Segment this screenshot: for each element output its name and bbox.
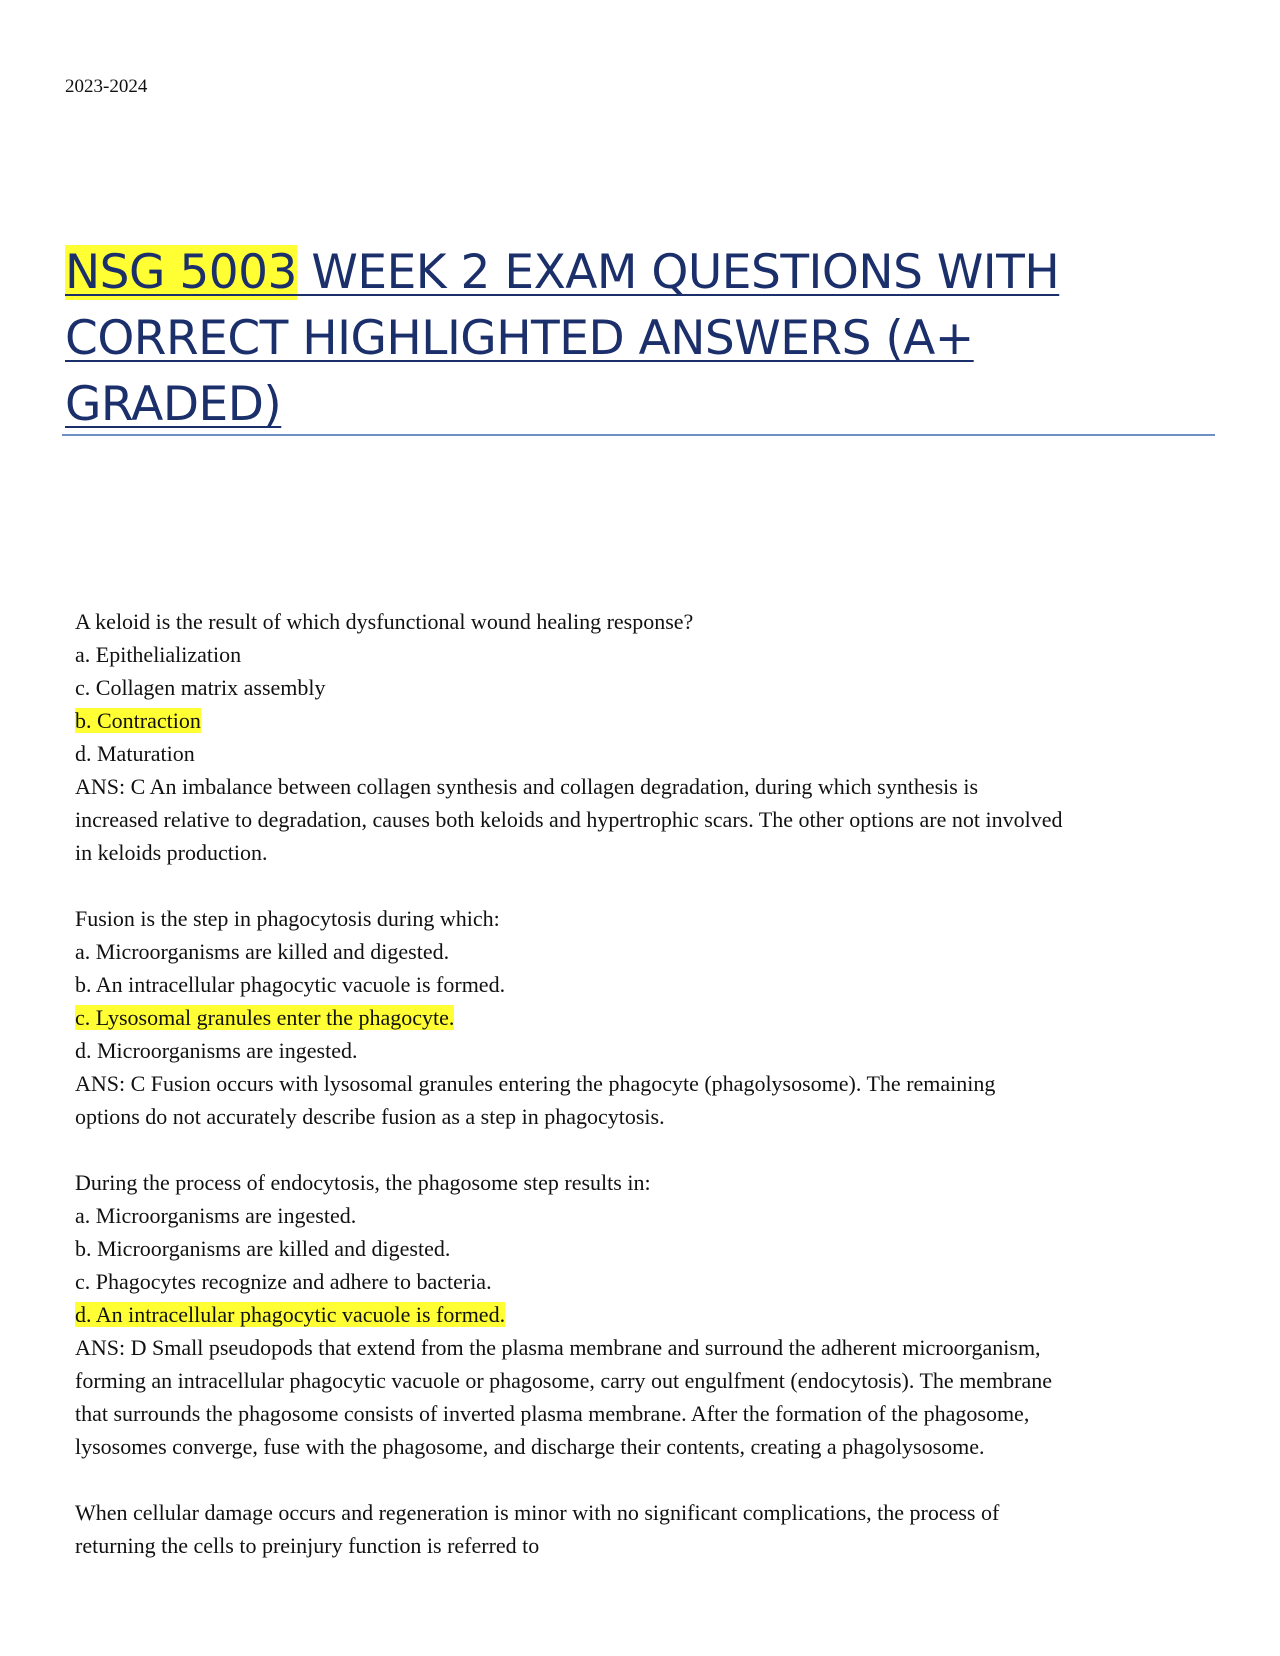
answer-line: ANS: D Small pseudopods that extend from the plasma membrane and surround the adherent microorganism, bbox=[75, 1335, 1041, 1360]
highlighted-correct-option: d. An intracellular phagocytic vacuole is formed. bbox=[75, 1302, 506, 1327]
option: c. Phagocytes recognize and adhere to bacteria. bbox=[75, 1269, 492, 1294]
option: d. Microorganisms are ingested. bbox=[75, 1038, 358, 1063]
title-divider bbox=[62, 434, 1215, 436]
question-4 bbox=[75, 1496, 1215, 1562]
option: a. Microorganisms are ingested. bbox=[75, 1203, 357, 1228]
answer-line: in keloids production. bbox=[75, 840, 268, 865]
option: a. Epithelialization bbox=[75, 642, 242, 667]
option: c. Collagen matrix assembly bbox=[75, 675, 326, 700]
question-2 bbox=[75, 902, 1215, 1133]
title-line-2: CORRECT HIGHLIGHTED ANSWERS (A+ bbox=[65, 311, 974, 366]
document-year: 2023-2024 bbox=[65, 76, 148, 97]
question-3 bbox=[75, 1166, 1215, 1463]
highlighted-correct-option: b. Contraction bbox=[75, 708, 201, 733]
answer-line: ANS: C Fusion occurs with lysosomal granules entering the phagocyte (phagolysosome). The remaining bbox=[75, 1071, 996, 1096]
option: b. Microorganisms are killed and digested. bbox=[75, 1236, 451, 1261]
question-stem: Fusion is the step in phagocytosis during which: bbox=[75, 906, 500, 931]
answer-line: lysosomes converge, fuse with the phagosome, and discharge their contents, creating a phagolysosome. bbox=[75, 1434, 985, 1459]
option: d. Maturation bbox=[75, 741, 195, 766]
title-line-3: GRADED) bbox=[65, 377, 282, 432]
answer-line: forming an intracellular phagocytic vacuole or phagosome, carry out engulfment (endocytosis). The membrane bbox=[75, 1368, 1053, 1393]
option: b. An intracellular phagocytic vacuole is formed. bbox=[75, 972, 506, 997]
answer-line: increased relative to degradation, causes both keloids and hypertrophic scars. The other options are not involved bbox=[75, 807, 1063, 832]
question-1 bbox=[75, 605, 1215, 869]
course-code-highlight: NSG 5003 bbox=[65, 245, 297, 300]
questions-content bbox=[75, 605, 1215, 1595]
highlighted-correct-option: c. Lysosomal granules enter the phagocyte. bbox=[75, 1005, 455, 1030]
answer-line: ANS: C An imbalance between collagen synthesis and collagen degradation, during which synthesis is bbox=[75, 774, 979, 799]
title-line-1: WEEK 2 EXAM QUESTIONS WITH bbox=[296, 245, 1060, 300]
question-stem: A keloid is the result of which dysfunctional wound healing response? bbox=[75, 609, 694, 634]
answer-line: that surrounds the phagosome consists of inverted plasma membrane. After the formation of the phagosome, bbox=[75, 1401, 1030, 1426]
document-title bbox=[65, 240, 1215, 438]
title-block bbox=[65, 240, 1215, 438]
answer-line: options do not accurately describe fusion as a step in phagocytosis. bbox=[75, 1104, 665, 1129]
question-stem: returning the cells to preinjury function is referred to bbox=[75, 1533, 540, 1558]
question-stem: During the process of endocytosis, the phagosome step results in: bbox=[75, 1170, 651, 1195]
option: a. Microorganisms are killed and digested. bbox=[75, 939, 450, 964]
question-stem: When cellular damage occurs and regeneration is minor with no significant complications, the process of bbox=[75, 1500, 1000, 1525]
